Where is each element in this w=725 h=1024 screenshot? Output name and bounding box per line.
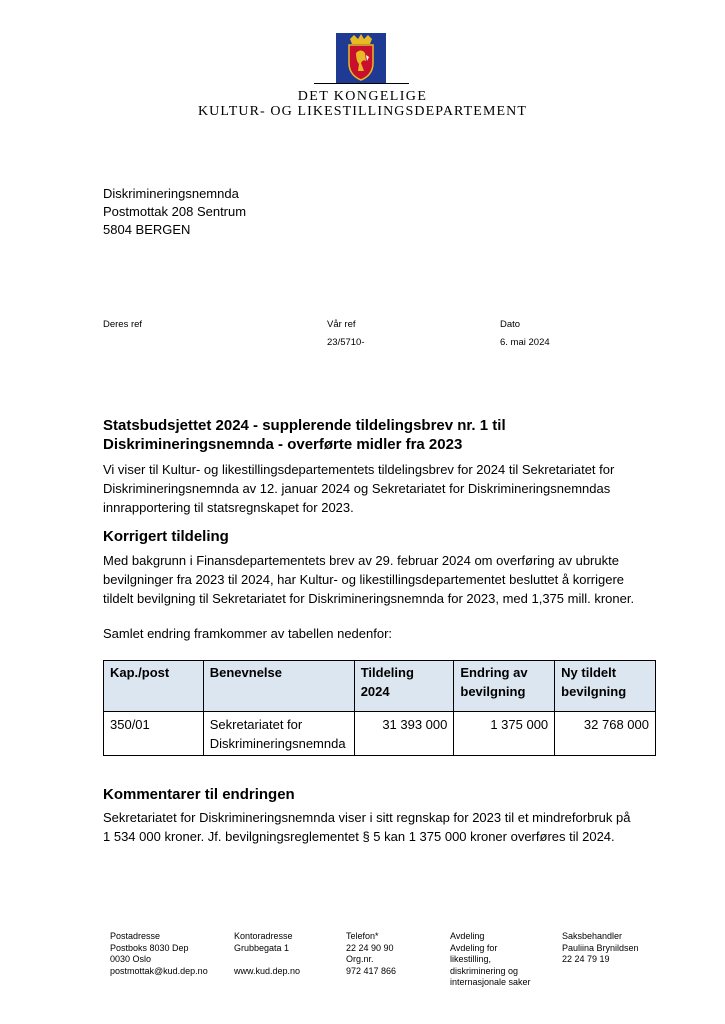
letter-title-line1: Statsbudsjettet 2024 - supplerende tildelingsbrev nr. 1 til [103,417,506,434]
section1-paragraph [103,551,663,608]
cell-endring: 1 375 000 [454,712,555,756]
table-intro: Samlet endring framkommer av tabellen nedenfor: [103,626,393,641]
intro-line: innrapportering til statsregnskapet for 2023. [103,500,354,515]
footer-telefon: Telefon* 22 24 90 90 Org.nr. 972 417 866 [346,931,397,976]
header-ny-tildelt: Ny tildelt bevilgning [555,661,656,712]
recipient-name: Diskrimineringsnemnda [103,186,239,201]
table-header-row [104,661,656,712]
header-endring: Endring av bevilgning [454,661,555,712]
letter-title [103,416,643,454]
footer-website-link[interactable]: www.kud.dep.no [234,965,301,976]
header-tildeling: Tildeling 2024 [354,661,454,712]
footer-avdeling: Avdeling Avdeling for likestilling, diskriminering og internasjonale saker [450,931,531,987]
intro-line: Diskrimineringsnemnda av 12. januar 2024 og Sekretariatet for Diskrimineringsnemndas [103,481,611,496]
department-name-line1: DET KONGELIGE [297,89,428,104]
deres-ref-label: Deres ref [103,319,143,330]
intro-line: Vi viser til Kultur- og likestillingsdepartementets tildelingsbrev for 2024 til Sekretariatet for [103,462,615,477]
section2-paragraph [103,808,663,846]
table-row [104,712,656,756]
section-heading-korrigert: Korrigert tildeling [103,528,229,545]
department-name-line2: KULTUR- OG LIKESTILLINGSDEPARTEMENT [197,104,528,119]
cell-kap-post: 350/01 [104,712,204,756]
footer-kontoradresse: Kontoradresse Grubbegata 1 www.kud.dep.no [234,931,301,976]
section2-line: Sekretariatet for Diskrimineringsnemnda viser i sitt regnskap for 2023 til et mindreforbruk på [103,810,631,825]
recipient-city: 5804 BERGEN [103,222,191,237]
section-heading-kommentarer: Kommentarer til endringen [103,786,295,803]
footer-email-link[interactable]: postmottak@kud.dep.no [110,965,208,976]
dato-value: 6. mai 2024 [500,337,550,348]
allocation-table [103,660,656,756]
section2-line: 1 534 000 kroner. Jf. bevilgningsreglementet § 5 kan 1 375 000 kroner overføres til 2024. [103,829,615,844]
section1-line: tildelt bevilgning til Sekretariatet for Diskrimineringsnemnda for 2023, med 1,375 mill. kroner. [103,591,635,606]
recipient-street: Postmottak 208 Sentrum [103,204,247,219]
cell-ny-tildelt: 32 768 000 [555,712,656,756]
cell-benevnelse: Sekretariatet for Diskrimineringsnemnda [203,712,354,756]
var-ref-value: 23/5710- [327,337,365,348]
intro-paragraph [103,460,663,517]
dato-label: Dato [500,319,521,330]
header-kap-post: Kap./post [104,661,204,712]
footer-saksbehandler: Saksbehandler Pauliina Brynildsen 22 24 79 19 [562,931,639,964]
letter-title-line2: Diskrimineringsnemnda - overførte midler fra 2023 [103,436,463,453]
header-divider [314,83,409,84]
cell-tildeling: 31 393 000 [354,712,454,756]
var-ref-label: Vår ref [327,319,356,330]
footer-postadresse: Postadresse Postboks 8030 Dep 0030 Oslo postmottak@kud.dep.no [110,931,208,976]
coat-of-arms-lion-icon [336,33,386,90]
header-benevnelse: Benevnelse [203,661,354,712]
section1-line: bevilgninger fra 2023 til 2024, har Kultur- og likestillingsdepartementet besluttet å korrigere [103,572,625,587]
section1-line: Med bakgrunn i Finansdepartementets brev av 29. februar 2024 om overføring av ubrukte [103,553,619,568]
